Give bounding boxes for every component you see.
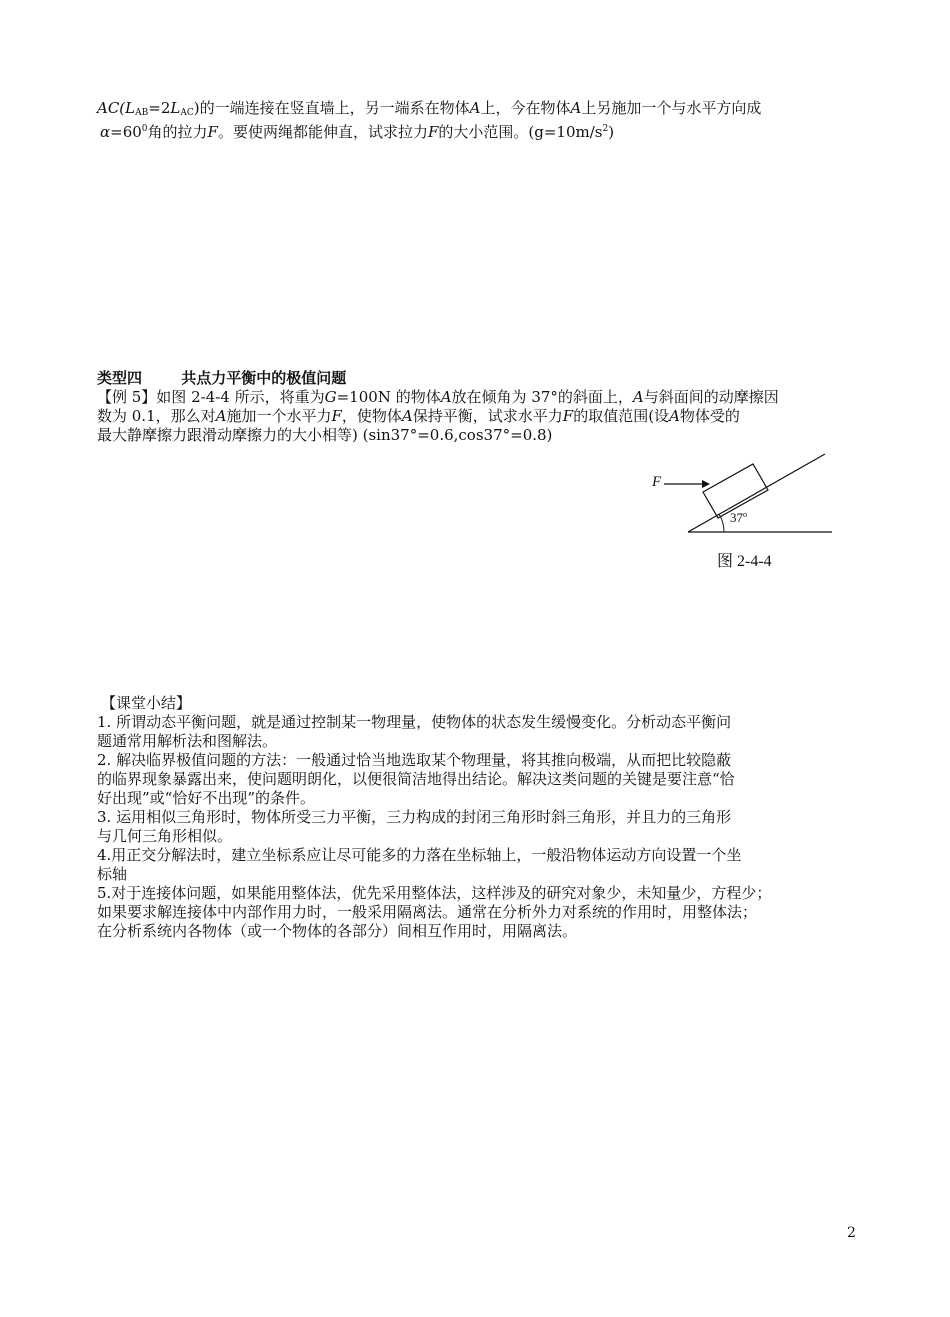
text-segment: ) [608, 123, 615, 141]
variable: F [427, 123, 439, 141]
text-segment: ，使物体 [341, 407, 402, 425]
text-segment: 与斜面间的动摩擦因 [643, 388, 779, 406]
angle-value: 37 [730, 510, 743, 525]
text-segment: 的取值范围(设 [573, 407, 670, 425]
text-segment: L [170, 99, 181, 117]
incline-surface [688, 454, 825, 532]
section-label: 类型四 [97, 369, 143, 387]
text-segment: 的大小范围。(g=10m/s [438, 123, 603, 141]
text-segment: )的一端连接在竖直墙上，另一端系在物体 [193, 99, 470, 117]
superscript: 2 [602, 124, 609, 134]
summary-line: 5.对于连接体问题，如果能用整体法，优先采用整体法，这样涉及的研究对象少，未知量少，方程少； [97, 884, 772, 902]
text-segment: 物体受的 [679, 407, 740, 425]
variable: F [207, 123, 218, 141]
summary-line: 题通常用解析法和图解法。 [97, 732, 278, 750]
example5-line-2 [97, 407, 740, 425]
text-segment: 上另施加一个与水平方向成 [581, 99, 762, 117]
summary-line: 的临界现象暴露出来，使问题明朗化，以便很简洁地得出结论。解决这类问题的关键是要注意“恰 [97, 770, 735, 788]
summary-line: 1. 所谓动态平衡问题，就是通过控制某一物理量，使物体的状态发生缓慢变化。分析动态平衡问 [97, 713, 732, 731]
angle-unit: o [743, 510, 747, 519]
subscript: AB [135, 108, 149, 118]
text-segment: =100N 的物体 [336, 388, 441, 406]
text-segment: 角的拉力 [147, 123, 208, 141]
variable: A [669, 407, 680, 425]
variable: F [331, 407, 342, 425]
text-segment: 施加一个水平力 [226, 407, 332, 425]
problem-line-1 [97, 99, 761, 122]
force-arrow-head [702, 480, 710, 488]
summary-line: 3. 运用相似三角形时，物体所受三力平衡，三力构成的封闭三角形时斜三角形，并且力的三角形 [97, 808, 732, 826]
variable: α [100, 123, 111, 141]
variable: A [632, 388, 644, 406]
text-segment: 保持平衡，试求水平力 [412, 407, 563, 425]
variable: F [562, 407, 574, 425]
variable: G [324, 388, 337, 406]
summary-heading: 【课堂小结】 [101, 694, 192, 712]
summary-line: 与几何三角形相似。 [97, 827, 233, 845]
variable: A [440, 388, 452, 406]
variable: A [570, 99, 582, 117]
section-heading [97, 369, 346, 387]
variable: A [215, 407, 227, 425]
variable: A [401, 407, 413, 425]
angle-label [730, 510, 747, 526]
problem-line-2 [100, 120, 614, 141]
section-title: 共点力平衡中的极值问题 [181, 369, 347, 387]
text-segment: 最大静摩擦力跟滑动摩擦力的大小相等) (sin37°=0.6,cos37°=0.8) [97, 426, 553, 444]
incline-figure [640, 448, 840, 578]
text-segment: 。要使两绳都能伸直，试求拉力 [217, 123, 428, 141]
text-segment: 数为 0.1，那么对 [97, 407, 216, 425]
summary-line: 4.用正交分解法时，建立坐标系应让尽可能多的力落在坐标轴上，一般沿物体运动方向设置一个坐 [97, 846, 742, 864]
summary-line: 如果要求解连接体中内部作用力时，一般采用隔离法。通常在分析外力对系统的作用时，用整体法； [97, 903, 758, 921]
example5-line-1 [97, 388, 779, 406]
summary-line: 2. 解决临界极值问题的方法：一般通过恰当地选取某个物理量，将其推向极端，从而把比较隐蔽 [97, 751, 732, 769]
summary-line: 好出现”或“恰好不出现”的条件。 [97, 789, 316, 807]
subscript: AC [180, 108, 194, 118]
text-segment: =2 [148, 99, 171, 117]
page-number: 2 [847, 1225, 856, 1241]
text-segment: =60 [110, 123, 142, 141]
figure-caption: 图 2-4-4 [717, 553, 772, 570]
example5-line-3 [97, 426, 552, 444]
text-segment: 【例 5】如图 2-4-4 所示，将重为 [97, 388, 325, 406]
superscript: 0 [141, 124, 148, 134]
force-label: F [652, 474, 662, 490]
text-segment: 放在倾角为 37°的斜面上， [451, 388, 633, 406]
summary-section [97, 694, 771, 941]
text-segment: 上，今在物体 [480, 99, 571, 117]
text-segment: L [125, 99, 136, 117]
summary-line: 在分析系统内各物体（或一个物体的各部分）间相互作用时，用隔离法。 [97, 922, 578, 940]
text-segment: AC( [97, 99, 126, 117]
summary-line: 标轴 [97, 865, 128, 883]
variable: A [469, 99, 481, 117]
